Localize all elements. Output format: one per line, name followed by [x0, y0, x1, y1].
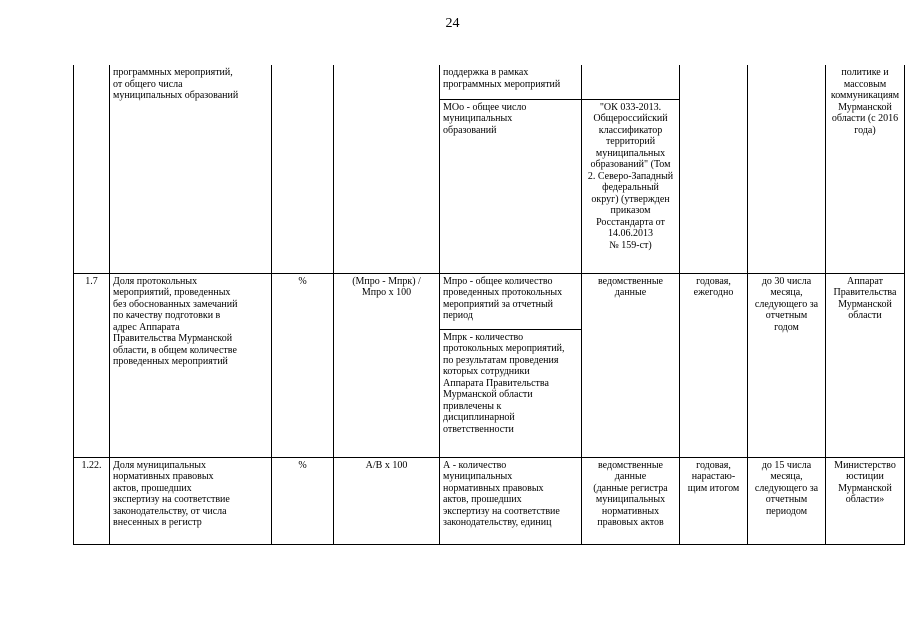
cell-formula	[334, 65, 440, 273]
frequency: годовая, нарастаю- щим итогом	[680, 457, 748, 544]
formula: (Мпро - Мпрк) / Мпро х 100	[334, 273, 440, 457]
cell-source	[582, 65, 680, 99]
indicator-table	[73, 65, 905, 545]
formula: А/В х 100	[334, 457, 440, 544]
row-number: 1.22.	[74, 457, 110, 544]
unit: %	[272, 273, 334, 457]
data-source: ведомственные данные (данные регистра муниципальных нормативных правовых актов	[582, 457, 680, 544]
table-row-1-22	[74, 457, 905, 544]
frequency: годовая, ежегодно	[680, 273, 748, 457]
page-number: 24	[445, 16, 460, 31]
unit: %	[272, 457, 334, 544]
deadline: до 30 числа месяца, следующего за отчетным годом	[748, 273, 826, 457]
cell-unit	[272, 65, 334, 273]
row-number: 1.7	[74, 273, 110, 457]
responsible-body: Аппарат Правительства Мурманской области	[826, 273, 905, 457]
data-source: "ОК 033-2013. Общероссийский классификатор территорий муниципальных образований" (Том 2. Северо-Западный федеральный округ) (утвержден приказом Росстандарта от 14.06.2013 № 159-ст)	[582, 99, 680, 273]
deadline: до 15 числа месяца, следующего за отчетным периодом	[748, 457, 826, 544]
indicator-name: Доля протокольных мероприятий, проведенных без обоснованных замечаний по качеству подготовки в адрес Аппарата Правительства Мурманской области, в общем количестве проведенных мероприятий	[110, 273, 272, 457]
variable-description: МОо - общее число муниципальных образований	[440, 99, 582, 273]
variable-description: поддержка в рамках программных мероприятий	[440, 65, 582, 99]
data-source: ведомственные данные	[582, 273, 680, 457]
variable-description: Мпро - общее количество проведенных протокольных мероприятий за отчетный период	[440, 273, 582, 329]
indicator-name: Доля муниципальных нормативных правовых актов, прошедших экспертизу на соответствие законодательству, от числа внесенных в регистр	[110, 457, 272, 544]
variable-description: Мпрк - количество протокольных мероприятий, по результатам проведения которых сотрудники Аппарата Правительства Мурманской области привлечены к дисциплинарной ответственности	[440, 329, 582, 457]
responsible-body: политике и массовым коммуникациям Мурманской области (с 2016 года)	[826, 65, 905, 273]
cell-frequency	[680, 65, 748, 273]
variable-description: А - количество муниципальных нормативных правовых актов, прошедших экспертизу на соответствие законодательству, единиц	[440, 457, 582, 544]
cell-num	[74, 65, 110, 273]
responsible-body: Министерство юстиции Мурманской области»	[826, 457, 905, 544]
table-row-continuation	[74, 65, 905, 99]
indicator-name: программных мероприятий, от общего числа муниципальных образований	[110, 65, 272, 273]
table-row-1-7	[74, 273, 905, 329]
cell-deadline	[748, 65, 826, 273]
